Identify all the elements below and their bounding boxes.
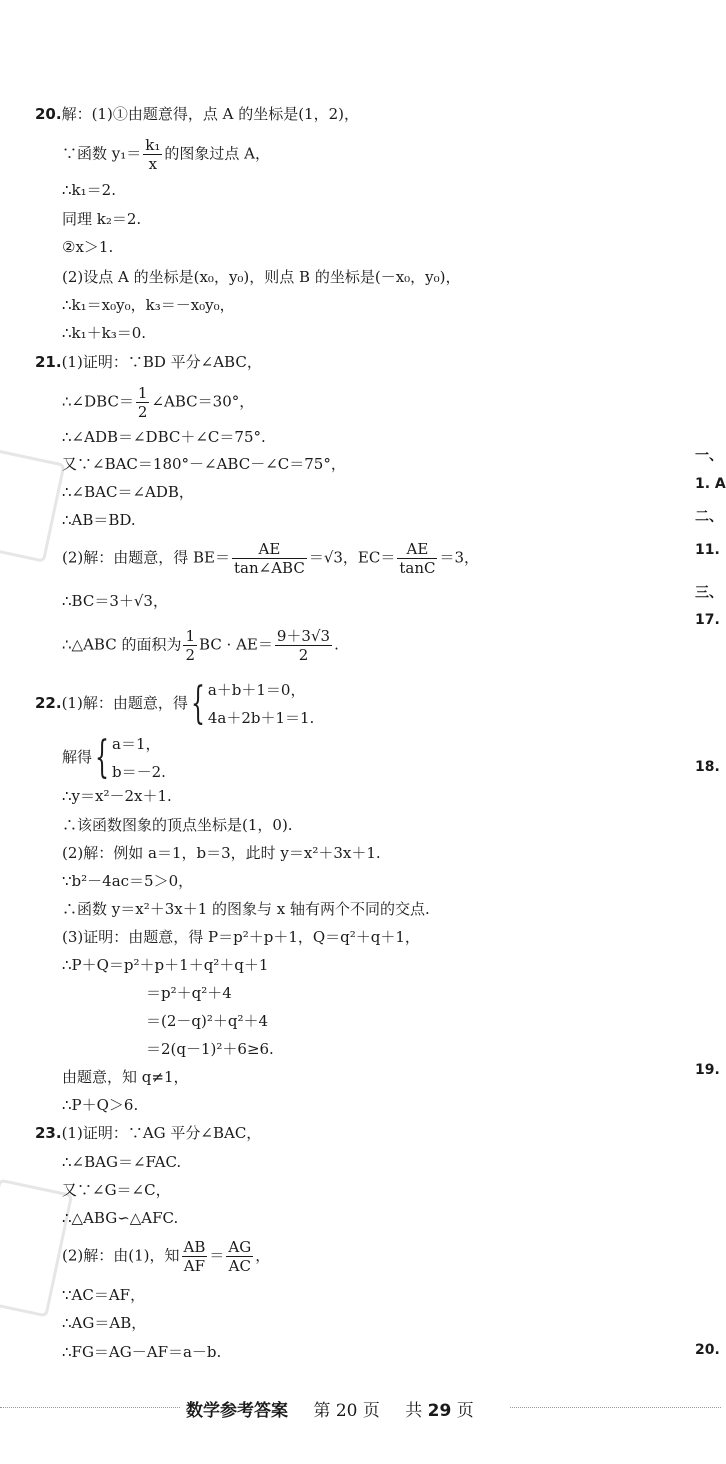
solution-line: 又∵∠G＝∠C， [62,1181,171,1199]
fraction: $\frac{1}{2}$ [137,384,148,421]
solution-line: ∴∠DBC＝ [62,392,134,411]
solution-line: BC · AE＝ [199,635,273,654]
solution-line: ∵AC＝AF， [62,1286,146,1304]
solution-line: (1)解：由题意，得 [61,694,188,712]
solution-line: (1)证明：∵BD 平分∠ABC， [61,353,262,371]
footer-page-label: 页 [362,1401,380,1421]
edge-label: 1. A [695,476,726,492]
question-number: 21. [35,353,62,371]
solution-line: ∴BC＝3＋√3， [62,592,168,610]
solution-line: ∠ABC＝30°， [151,392,255,411]
solution-line: (2)解：例如 a＝1，b＝3，此时 y＝x²＋3x＋1. [62,844,381,862]
fraction: $\frac{\text{k₁}}{x}$ [145,136,161,173]
solution-line: (1)证明：∵AG 平分∠BAC， [61,1124,262,1142]
equation-system: a＋b＋1＝0， 4a＋2b＋1＝1. [207,681,315,727]
solution-line: ＝2(q－1)²＋6≥6. [146,1040,274,1058]
solution-line: ∴y＝x²－2x＋1. [62,787,172,805]
watermark-stamp [0,448,66,563]
system-brace: { [190,678,205,729]
solution-line: (2)设点 A 的坐标是(x₀，y₀)，则点 B 的坐标是(－x₀，y₀)， [62,268,461,286]
footer-page-number: 20 [335,1401,358,1421]
edge-label: 19. [695,1062,720,1078]
equation-system: a＝1， b＝－2. [112,735,166,781]
page-footer [0,1393,721,1423]
solution-line: ∴AG＝AB， [62,1314,147,1332]
solution-line: (2)解：由(1)，知 [62,1246,180,1265]
solution-line: ∴△ABC 的面积为 [62,635,182,654]
footer-total-number: 29 [427,1401,452,1421]
solution-line: ∵函数 y₁＝ [62,144,142,163]
solution-line: (3)证明：由题意，得 P＝p²＋p＋1，Q＝q²＋q＋1， [62,928,420,946]
edge-label: 一、 [695,448,723,464]
solution-line: . [334,635,339,654]
solution-line: 解得 [62,748,93,766]
edge-label: 三、 [695,585,723,601]
fraction: $\frac{AE}{\text{tan∠ABC}}$ [234,540,305,577]
solution-line: ∴k₁＝2. [62,181,116,199]
footer-total-label: 共 [405,1401,423,1421]
footer-total-label: 页 [456,1401,474,1421]
solution-line: ＝√3，EC＝ [308,548,396,567]
solution-line: 又∵∠BAC＝180°－∠ABC－∠C＝75°， [62,455,346,473]
solution-line: 解：(1)①由题意得，点 A 的坐标是(1，2)， [61,105,359,123]
question-number: 20. [35,105,62,123]
solution-line: ∴FG＝AG－AF＝a－b. [62,1343,222,1361]
solution-line: ∴AB＝BD. [62,511,136,529]
solution-line: ∴∠BAG＝∠FAC. [62,1153,182,1171]
fraction: $\frac{9+3√3}{2}$ [276,627,331,664]
edge-label: 二、 [695,509,723,525]
fraction: $\frac{AB}{AF}$ [183,1238,206,1275]
solution-line: ， [255,1246,271,1265]
solution-line: 的图象过点 A， [164,144,270,163]
solution-line: ∴k₁＝x₀y₀，k₃＝－x₀y₀， [62,296,235,314]
edge-label: 20. [695,1342,720,1358]
footer-rule [0,1407,180,1408]
footer-page-label: 第 [313,1401,331,1421]
system-brace: { [95,732,110,783]
solution-line: ∴k₁＋k₃＝0. [62,324,147,342]
fraction: $\frac{AE}{\tan C}$ [399,540,436,577]
solution-line: ∵b²－4ac＝5＞0， [62,872,194,890]
solution-line: 同理 k₂＝2. [62,210,142,228]
solution-line: ②x＞1. [62,238,114,256]
solution-line: ∴∠ADB＝∠DBC＋∠C＝75°. [62,428,266,446]
solution-line: ∴P＋Q＝p²＋p＋1＋q²＋q＋1 [62,956,269,974]
solution-line: ＝(2－q)²＋q²＋4 [146,1012,269,1030]
footer-rule [510,1407,721,1408]
footer-subject: 数学参考答案 [186,1401,288,1421]
question-number: 23. [35,1124,62,1142]
solution-line: (2)解：由题意，得 BE＝ [62,548,230,567]
solution-line: ＝p²＋q²＋4 [146,984,232,1002]
solution-line: ∴该函数图象的顶点坐标是(1，0). [62,816,293,834]
edge-label: 17. [695,612,720,628]
solution-line: ∴∠BAC＝∠ADB， [62,483,194,501]
fraction: $\frac{AG}{AC}$ [228,1238,252,1275]
solution-line: ∴函数 y＝x²＋3x＋1 的图象与 x 轴有两个不同的交点. [62,900,430,918]
solution-line: 由题意，知 q≠1， [62,1068,189,1086]
solution-line: ＝3， [439,548,479,567]
fraction: $\frac{1}{2}$ [185,627,196,664]
edge-label: 18. [695,759,720,775]
solution-line: ∴P＋Q＞6. [62,1096,139,1114]
solution-line: ＝ [209,1246,225,1265]
question-number: 22. [35,694,62,712]
edge-label: 11. [695,542,720,558]
solution-line: ∴△ABG∽△AFC. [62,1209,179,1227]
